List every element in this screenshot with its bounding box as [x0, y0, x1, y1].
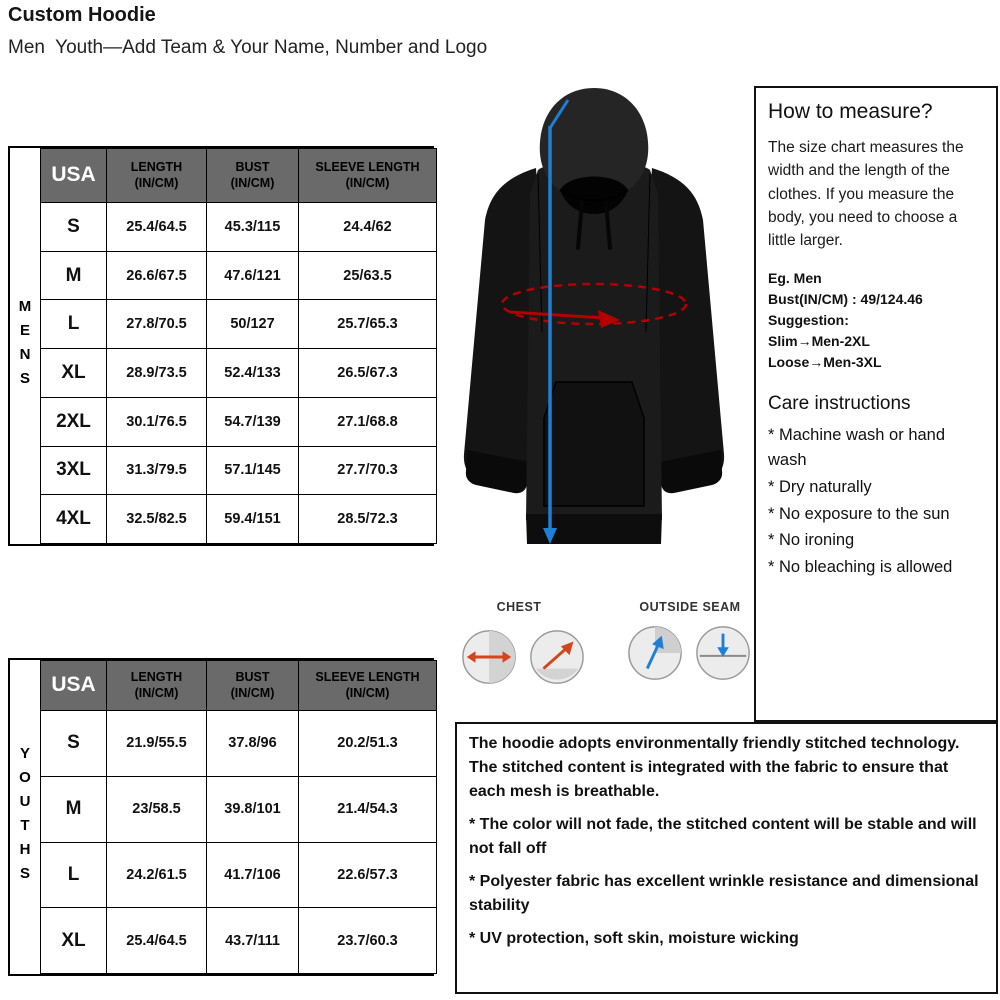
table-row: [41, 495, 437, 544]
mens-sleeve-header: SLEEVE LENGTH (IN/CM): [299, 149, 437, 203]
table-row: [41, 397, 437, 446]
length-cell: 23/58.5: [107, 776, 207, 842]
sleeve-cell: 22.6/57.3: [299, 842, 437, 908]
table-row: [41, 711, 437, 777]
bust-cell: 39.8/101: [207, 776, 299, 842]
care-instructions-title: Care instructions: [768, 393, 911, 415]
bust-cell: 57.1/145: [207, 446, 299, 495]
how-to-measure-title: How to measure?: [768, 100, 933, 123]
care-item: * Dry naturally: [768, 477, 872, 496]
youths-usa-header: USA: [41, 661, 107, 711]
bust-cell: 54.7/139: [207, 397, 299, 446]
how-to-measure-panel: [754, 86, 998, 722]
youths-size-table-block: [8, 658, 434, 976]
sleeve-cell: 28.5/72.3: [299, 495, 437, 544]
table-row: [41, 842, 437, 908]
care-instructions-list: [768, 423, 984, 580]
size-cell: M: [41, 251, 107, 300]
sleeve-cell: 25/63.5: [299, 251, 437, 300]
chest-width-icon: [460, 628, 518, 686]
sleeve-cell: 27.1/68.8: [299, 397, 437, 446]
length-cell: 24.2/61.5: [107, 842, 207, 908]
chest-icons: [460, 628, 586, 686]
bust-cell: 37.8/96: [207, 711, 299, 777]
care-item: * No exposure to the sun: [768, 504, 950, 523]
hoodie-illustration: [438, 82, 750, 587]
feature-item: * UV protection, soft skin, moisture wicking: [469, 930, 799, 947]
bust-cell: 41.7/106: [207, 842, 299, 908]
size-cell: 4XL: [41, 495, 107, 544]
table-row: [41, 908, 437, 974]
youths-length-header: LENGTH (IN/CM): [107, 661, 207, 711]
sleeve-cell: 23.7/60.3: [299, 908, 437, 974]
care-item: * No ironing: [768, 531, 855, 550]
example-line: Suggestion:: [768, 312, 849, 329]
mens-bust-header: BUST (IN/CM): [207, 149, 299, 203]
mens-length-header: LENGTH (IN/CM): [107, 149, 207, 203]
bust-cell: 52.4/133: [207, 349, 299, 398]
size-cell: 2XL: [41, 397, 107, 446]
fabric-features-panel: [455, 722, 998, 994]
mens-side-label: MENS: [16, 298, 34, 394]
seam-fold-icon: [626, 624, 684, 682]
outside-seam-icons: [626, 624, 752, 682]
youths-size-table: [40, 660, 437, 974]
table-row: [41, 251, 437, 300]
care-item: * Machine wash or hand wash: [768, 426, 946, 469]
size-cell: XL: [41, 349, 107, 398]
example-line: Eg. Men: [768, 270, 822, 287]
example-line: Slim→Men-2XL: [768, 333, 870, 350]
feature-item: * The color will not fade, the stitched content will be stable and will not fall off: [469, 816, 977, 857]
size-cell: M: [41, 776, 107, 842]
feature-item: * Polyester fabric has excellent wrinkle resistance and dimensional stability: [469, 873, 979, 914]
measure-description: The size chart measures the width and the length of the clothes. If you measure the body, you need to choose a little larger.: [768, 139, 964, 249]
sizing-example: [768, 268, 984, 373]
bust-cell: 50/127: [207, 300, 299, 349]
table-row: [41, 300, 437, 349]
page-title: Custom Hoodie: [8, 4, 156, 26]
youths-side-label: YOUTHS: [16, 745, 34, 889]
hoodie-image: [438, 82, 750, 587]
youths-bust-header: BUST (IN/CM): [207, 661, 299, 711]
size-cell: 3XL: [41, 446, 107, 495]
bust-cell: 43.7/111: [207, 908, 299, 974]
table-row: [41, 203, 437, 252]
size-cell: L: [41, 842, 107, 908]
example-line: Loose→Men-3XL: [768, 354, 882, 371]
page-header: [8, 4, 708, 59]
bust-cell: 45.3/115: [207, 203, 299, 252]
chest-label: CHEST: [496, 600, 542, 614]
length-cell: 21.9/55.5: [107, 711, 207, 777]
sleeve-cell: 20.2/51.3: [299, 711, 437, 777]
size-cell: L: [41, 300, 107, 349]
seam-press-icon: [694, 624, 752, 682]
length-cell: 26.6/67.5: [107, 251, 207, 300]
size-cell: S: [41, 203, 107, 252]
chest-direction-icon: [528, 628, 586, 686]
sleeve-cell: 21.4/54.3: [299, 776, 437, 842]
length-cell: 28.9/73.5: [107, 349, 207, 398]
table-row: [41, 446, 437, 495]
length-cell: 27.8/70.5: [107, 300, 207, 349]
bust-cell: 59.4/151: [207, 495, 299, 544]
size-cell: S: [41, 711, 107, 777]
sleeve-cell: 27.7/70.3: [299, 446, 437, 495]
sleeve-cell: 26.5/67.3: [299, 349, 437, 398]
sleeve-cell: 25.7/65.3: [299, 300, 437, 349]
example-line: Bust(IN/CM) : 49/124.46: [768, 291, 923, 308]
table-row: [41, 349, 437, 398]
youths-header-row: [41, 661, 437, 711]
mens-header-row: [41, 149, 437, 203]
size-cell: XL: [41, 908, 107, 974]
length-cell: 32.5/82.5: [107, 495, 207, 544]
page-subtitle: Men Youth—Add Team & Your Name, Number and Logo: [8, 37, 488, 58]
mens-usa-header: USA: [41, 149, 107, 203]
length-cell: 30.1/76.5: [107, 397, 207, 446]
length-cell: 25.4/64.5: [107, 908, 207, 974]
table-row: [41, 776, 437, 842]
care-item: * No bleaching is allowed: [768, 558, 953, 576]
features-intro: The hoodie adopts environmentally friendly stitched technology. The stitched content is integrated with the fabric to ensure that each mesh is breathable.: [469, 735, 960, 800]
sleeve-cell: 24.4/62: [299, 203, 437, 252]
length-cell: 25.4/64.5: [107, 203, 207, 252]
bust-cell: 47.6/121: [207, 251, 299, 300]
youths-sleeve-header: SLEEVE LENGTH (IN/CM): [299, 661, 437, 711]
outside-seam-label: OUTSIDE SEAM: [639, 600, 741, 614]
length-cell: 31.3/79.5: [107, 446, 207, 495]
mens-size-table: [40, 148, 437, 544]
mens-size-table-block: [8, 146, 434, 546]
